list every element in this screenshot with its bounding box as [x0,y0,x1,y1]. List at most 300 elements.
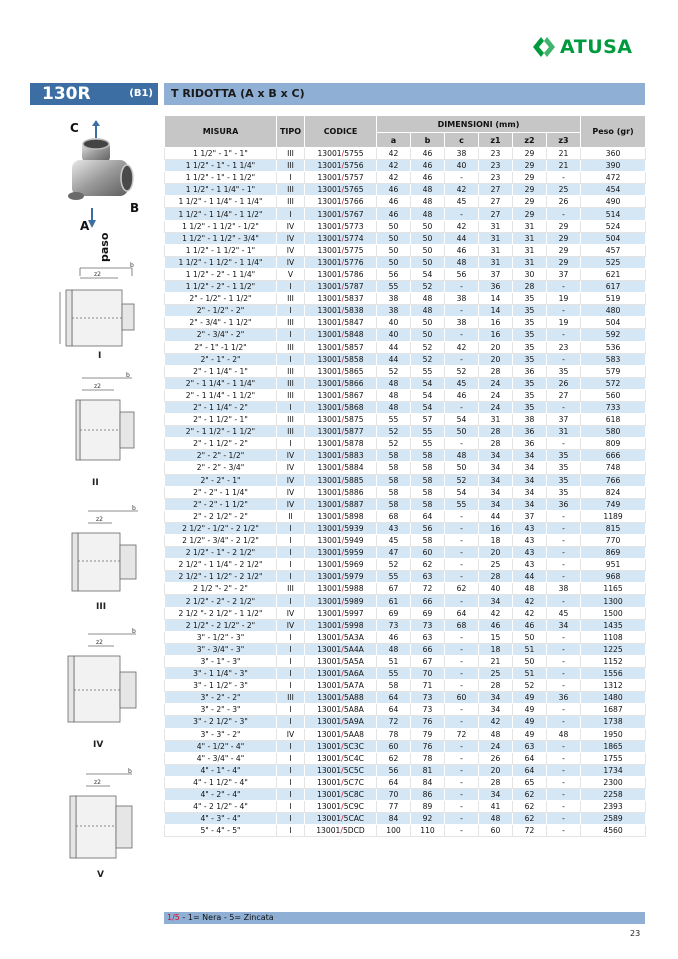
codice-suffix: 5857 [344,342,364,352]
cell-codice [305,208,377,220]
cell-z2: 31 [513,220,547,232]
cell-c: - [445,305,479,317]
cell-z3: 48 [547,728,581,740]
cell-tipo: IV [277,619,305,631]
cell-z1: 28 [479,426,513,438]
table-row [165,752,646,764]
cell-z2: 63 [513,740,547,752]
cell-c: 45 [445,377,479,389]
codice-prefix: 13001/ [316,814,344,824]
cell-peso: 748 [581,462,646,474]
cell-z3: 36 [547,498,581,510]
cell-misura: 2" - 1 1/2" - 1" [165,414,277,426]
cell-z2: 42 [513,595,547,607]
cell-misura: 2" - 2" - 1/2" [165,450,277,462]
table-row [165,522,646,534]
cell-b: 76 [411,716,445,728]
cell-z3: - [547,522,581,534]
cell-b: 55 [411,438,445,450]
cell-a: 45 [377,535,411,547]
cell-tipo: III [277,365,305,377]
cell-z2: 28 [513,281,547,293]
table-row [165,692,646,704]
table-row [165,377,646,389]
cell-a: 50 [377,220,411,232]
page-number: 23 [630,929,641,938]
cell-z2: 34 [513,462,547,474]
codice-suffix: 5A5A [343,656,364,666]
cell-codice [305,462,377,474]
cell-z2: 34 [513,474,547,486]
cell-c: 42 [445,341,479,353]
cell-b: 72 [411,583,445,595]
cell-c: - [445,522,479,534]
codice-suffix: 5884 [344,463,364,473]
codice-suffix: 5766 [344,197,364,207]
cell-codice [305,426,377,438]
cell-z1: 14 [479,305,513,317]
table-row [165,256,646,268]
col-peso: Peso (gr) [581,116,646,148]
cell-z1: 44 [479,510,513,522]
cell-z1: 20 [479,547,513,559]
cell-z2: 42 [513,607,547,619]
cell-codice [305,220,377,232]
cell-c: 46 [445,389,479,401]
cell-z3: - [547,281,581,293]
cell-a: 61 [377,595,411,607]
cell-b: 55 [411,426,445,438]
cell-misura: 2 1/2" - 1/2" - 2 1/2" [165,522,277,534]
footnote-code: 1/5 [167,913,180,922]
cell-tipo: III [277,196,305,208]
cell-c: 42 [445,220,479,232]
cell-codice [305,655,377,667]
cell-peso: 1500 [581,607,646,619]
cell-b: 54 [411,401,445,413]
cell-peso: 1480 [581,692,646,704]
cell-z1: 60 [479,825,513,837]
cell-a: 46 [377,631,411,643]
cell-peso: 1687 [581,704,646,716]
cell-z1: 14 [479,293,513,305]
cell-z2: 34 [513,498,547,510]
cell-misura: 2" - 1 1/2" - 2" [165,438,277,450]
cell-z3: - [547,329,581,341]
cell-a: 56 [377,764,411,776]
codice-prefix: 13001/ [317,221,345,231]
cell-c: 48 [445,450,479,462]
diagram-iii-label: III [96,602,107,612]
cell-c: - [445,547,479,559]
codice-suffix: 5787 [344,282,364,292]
cell-b: 58 [411,498,445,510]
col-b: b [411,133,445,148]
cell-a: 52 [377,365,411,377]
codice-prefix: 13001/ [317,161,345,171]
cell-peso: 560 [581,389,646,401]
cell-z3: - [547,535,581,547]
cell-z2: 36 [513,438,547,450]
cell-b: 69 [411,607,445,619]
cell-codice [305,813,377,825]
cell-z2: 31 [513,256,547,268]
cell-misura: 2" - 2 1/2" - 2" [165,510,277,522]
codice-suffix: 5898 [344,511,364,521]
cell-z2: 36 [513,365,547,377]
cell-z1: 31 [479,220,513,232]
cell-misura: 2 1/2" - 2 1/2" - 2" [165,619,277,631]
cell-misura: 3" - 1/2" - 3" [165,631,277,643]
cell-z1: 16 [479,317,513,329]
codice-prefix: 13001/ [317,282,345,292]
cell-z1: 31 [479,232,513,244]
cell-z1: 16 [479,329,513,341]
cell-z1: 28 [479,438,513,450]
cell-codice [305,716,377,728]
codice-prefix: 13001/ [317,511,345,521]
diagram-ii-label: II [92,478,99,488]
cell-z2: 36 [513,426,547,438]
cell-z3: 45 [547,607,581,619]
cell-a: 43 [377,522,411,534]
cell-z3: 35 [547,450,581,462]
cell-codice [305,365,377,377]
diagram-iv-drawing [52,628,147,733]
cell-tipo: III [277,583,305,595]
cell-b: 73 [411,619,445,631]
cell-peso: 536 [581,341,646,353]
dim-z2-label: z2 [94,271,101,278]
cell-z1: 24 [479,740,513,752]
table-row [165,486,646,498]
table-row [165,716,646,728]
cell-peso: 617 [581,281,646,293]
diagram-v-label: V [97,870,104,880]
cell-b: 64 [411,510,445,522]
cell-tipo: I [277,208,305,220]
cell-tipo: III [277,377,305,389]
cell-c: 68 [445,619,479,631]
cell-misura: 4" - 2" - 4" [165,788,277,800]
cell-peso: 1950 [581,728,646,740]
codice-suffix: 5A88 [344,693,364,703]
product-title: T RIDOTTA (A x B x C) [171,87,305,100]
cell-codice [305,740,377,752]
codice-suffix: 5865 [344,366,364,376]
cell-z3: - [547,172,581,184]
codice-suffix: 5939 [344,523,364,533]
cell-a: 55 [377,414,411,426]
cell-z1: 34 [479,486,513,498]
cell-b: 73 [411,704,445,716]
codice-prefix: 13001/ [317,487,345,497]
cell-codice [305,317,377,329]
table-row [165,293,646,305]
cell-b: 50 [411,232,445,244]
cell-z2: 29 [513,148,547,160]
cell-tipo: IV [277,486,305,498]
cell-z3: 29 [547,232,581,244]
cell-a: 48 [377,377,411,389]
cell-misura: 2" - 3/4" - 1 1/2" [165,317,277,329]
cell-z2: 29 [513,172,547,184]
codice-prefix: 13001/ [317,656,344,666]
table-row [165,728,646,740]
cell-misura: 2" - 2" - 1 1/4" [165,486,277,498]
cell-c: - [445,704,479,716]
cell-z1: 34 [479,450,513,462]
cell-codice [305,692,377,704]
cell-misura: 3" - 3/4" - 3" [165,643,277,655]
cell-misura: 2" - 1 1/4" - 2" [165,401,277,413]
dim-b4-label: b [132,628,136,635]
table-row [165,571,646,583]
table-row [165,232,646,244]
cell-peso: 2300 [581,776,646,788]
cell-b: 50 [411,244,445,256]
cell-z2: 34 [513,450,547,462]
cell-peso: 1738 [581,716,646,728]
cell-z1: 23 [479,148,513,160]
cell-tipo: I [277,788,305,800]
cell-peso: 869 [581,547,646,559]
cell-b: 54 [411,377,445,389]
cell-peso: 666 [581,450,646,462]
cell-z2: 35 [513,329,547,341]
cell-codice [305,244,377,256]
cell-z2: 35 [513,389,547,401]
cell-codice [305,438,377,450]
cell-tipo: IV [277,474,305,486]
cell-z2: 48 [513,583,547,595]
codice-suffix: 5848 [344,330,364,340]
cell-codice [305,619,377,631]
cell-b: 48 [411,208,445,220]
cell-codice [305,196,377,208]
cell-b: 52 [411,353,445,365]
cell-z2: 72 [513,825,547,837]
cell-c: 54 [445,486,479,498]
table-row [165,220,646,232]
codice-suffix: 5757 [344,173,364,183]
cell-codice [305,450,377,462]
cell-c: - [445,208,479,220]
cell-codice [305,341,377,353]
table-row [165,801,646,813]
codice-suffix: 5DCD [342,826,365,836]
codice-suffix: 5A4A [343,644,364,654]
cell-tipo: I [277,704,305,716]
cell-b: 48 [411,184,445,196]
diagram-iii-drawing [52,505,147,600]
cell-z1: 31 [479,244,513,256]
cell-z2: 43 [513,559,547,571]
cell-a: 58 [377,498,411,510]
codice-prefix: 13001/ [317,669,344,679]
cell-misura: 1 1/2" - 1 1/4" - 1" [165,184,277,196]
cell-peso: 1300 [581,595,646,607]
cell-a: 47 [377,547,411,559]
cell-z3: - [547,208,581,220]
cell-z2: 50 [513,655,547,667]
cell-z3: 29 [547,244,581,256]
cell-c: 60 [445,692,479,704]
cell-peso: 618 [581,414,646,426]
table-row [165,583,646,595]
cell-c: - [445,510,479,522]
cell-z2: 52 [513,680,547,692]
cell-codice [305,232,377,244]
cell-c: - [445,631,479,643]
footnote-text: - 1= Nera - 5= Zincata [179,913,274,922]
codice-prefix: 13001/ [317,451,345,461]
cell-z1: 18 [479,535,513,547]
codice-suffix: 5847 [344,318,364,328]
cell-c: 56 [445,268,479,280]
table-row [165,643,646,655]
brand-name: ATUSA [560,36,633,58]
cell-peso: 824 [581,486,646,498]
cell-misura: 2" - 1 1/2" - 1 1/2" [165,426,277,438]
cell-peso: 749 [581,498,646,510]
cell-a: 44 [377,353,411,365]
cell-tipo: I [277,680,305,692]
cell-misura: 3" - 2" - 2" [165,692,277,704]
cell-b: 58 [411,450,445,462]
cell-c: - [445,752,479,764]
table-row [165,764,646,776]
diagram-ii-drawing [62,372,142,472]
cell-z3: - [547,801,581,813]
cell-a: 64 [377,776,411,788]
cell-b: 76 [411,740,445,752]
cell-b: 63 [411,571,445,583]
cell-z1: 48 [479,728,513,740]
cell-misura: 2" - 1 1/4" - 1" [165,365,277,377]
cell-z2: 30 [513,268,547,280]
cell-misura: 3" - 3" - 2" [165,728,277,740]
cell-codice [305,583,377,595]
table-row [165,389,646,401]
cell-b: 55 [411,365,445,377]
cell-z3: 21 [547,148,581,160]
cell-z2: 43 [513,535,547,547]
cell-c: - [445,668,479,680]
cell-peso: 592 [581,329,646,341]
table-row [165,341,646,353]
cell-b: 50 [411,220,445,232]
cell-a: 58 [377,462,411,474]
cell-c: 55 [445,498,479,510]
cell-a: 40 [377,329,411,341]
cell-a: 69 [377,607,411,619]
cell-z3: - [547,788,581,800]
cell-z3: 27 [547,389,581,401]
cell-b: 63 [411,631,445,643]
cell-a: 40 [377,317,411,329]
codice-prefix: 13001/ [317,729,344,739]
codice-suffix: 5CAC [343,814,365,824]
col-z2: z2 [513,133,547,148]
cell-peso: 1165 [581,583,646,595]
cell-z1: 23 [479,160,513,172]
cell-peso: 2393 [581,801,646,813]
codice-suffix: 5A7A [343,681,364,691]
table-row [165,281,646,293]
cell-misura: 1 1/2" - 1" - 1" [165,148,277,160]
cell-codice [305,752,377,764]
cell-tipo: I [277,668,305,680]
cell-peso: 525 [581,256,646,268]
table-row [165,208,646,220]
cell-c: 44 [445,232,479,244]
cell-tipo: I [277,281,305,293]
codice-suffix: 5997 [344,608,364,618]
cell-z1: 28 [479,365,513,377]
cell-peso: 580 [581,426,646,438]
product-title-bar [164,83,645,105]
codice-prefix: 13001/ [317,596,345,606]
table-row [165,740,646,752]
cell-tipo: IV [277,220,305,232]
cell-c: - [445,764,479,776]
cell-codice [305,184,377,196]
cell-codice [305,486,377,498]
cell-c: - [445,740,479,752]
cell-tipo: I [277,401,305,413]
cell-tipo: III [277,148,305,160]
cell-z3: 37 [547,268,581,280]
cell-a: 100 [377,825,411,837]
cell-z3: - [547,305,581,317]
codice-suffix: 5989 [344,596,364,606]
cell-peso: 815 [581,522,646,534]
cell-b: 46 [411,160,445,172]
cell-z3: 23 [547,341,581,353]
cell-z3: - [547,740,581,752]
cell-tipo: V [277,268,305,280]
cell-b: 50 [411,256,445,268]
cell-z1: 20 [479,341,513,353]
cell-tipo: III [277,317,305,329]
cell-c: 54 [445,414,479,426]
cell-codice [305,148,377,160]
cell-codice [305,498,377,510]
codice-suffix: 5867 [344,390,364,400]
codice-prefix: 13001/ [317,536,345,546]
cell-z1: 15 [479,631,513,643]
codice-prefix: 13001/ [317,620,345,630]
brand-logo [532,36,652,58]
cell-z3: - [547,353,581,365]
diagram-i-drawing [52,262,142,357]
cell-z2: 29 [513,160,547,172]
cell-tipo: IV [277,232,305,244]
cell-peso: 770 [581,535,646,547]
cell-a: 55 [377,668,411,680]
cell-a: 64 [377,704,411,716]
cell-c: - [445,172,479,184]
cell-z2: 29 [513,208,547,220]
dim-b3-label: b [132,505,136,512]
cell-z3: - [547,401,581,413]
cell-peso: 572 [581,377,646,389]
cell-b: 86 [411,788,445,800]
cell-z1: 16 [479,522,513,534]
cell-peso: 1865 [581,740,646,752]
cell-c: - [445,571,479,583]
